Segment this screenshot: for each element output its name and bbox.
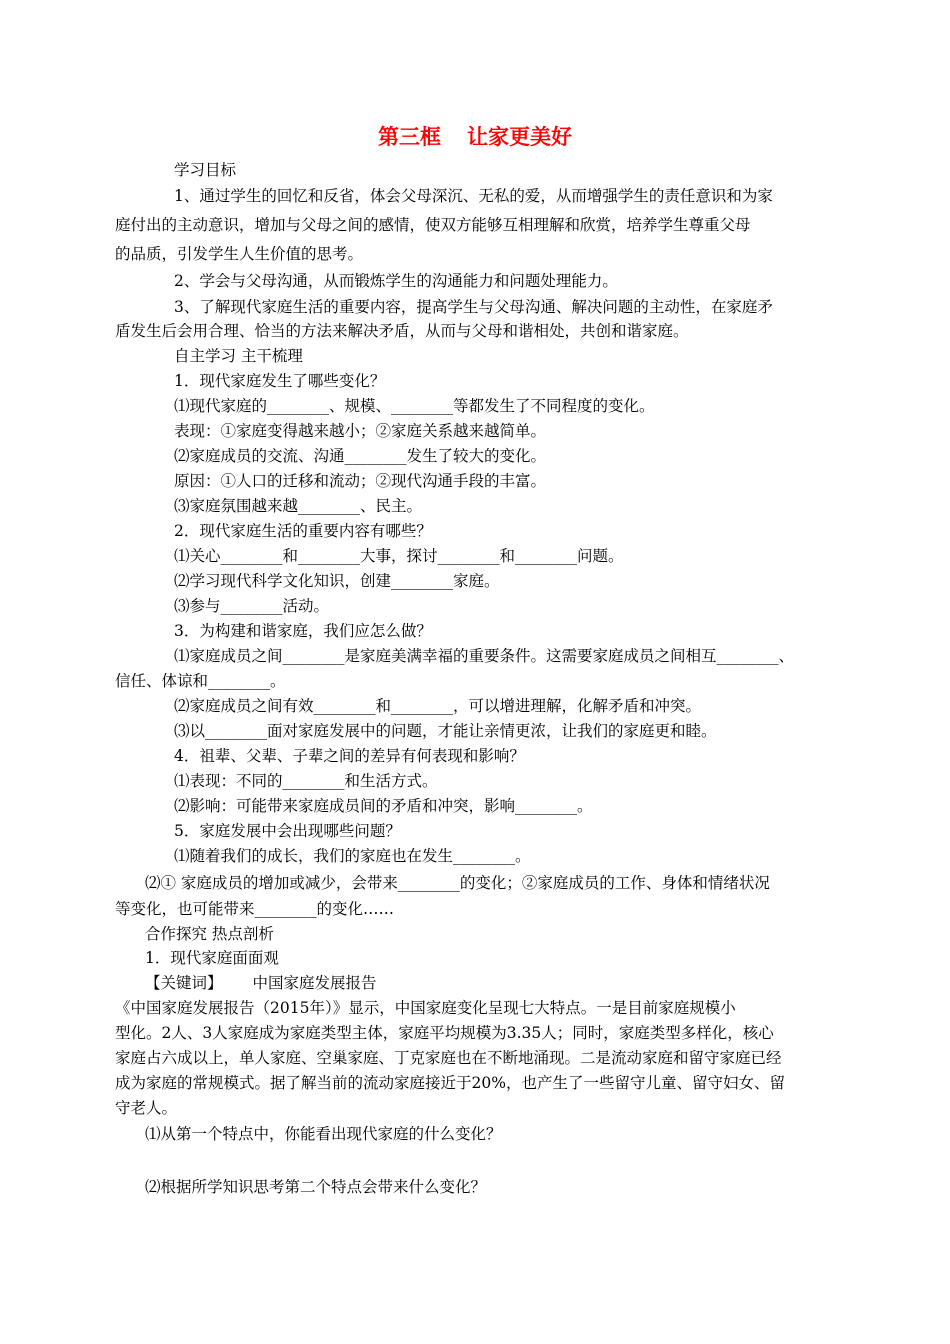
question-5: 5．家庭发展中会出现哪些问题？ [174,822,401,840]
report-paragraph-line-5: 守老人。 [115,1099,178,1117]
q1-manifestation: 表现：①家庭变得越来越小；②家庭关系越来越简单。 [174,422,547,440]
report-paragraph-line-3: 家庭占六成以上，单人家庭、空巢家庭、丁克家庭也在不断地涌现。二是流动家庭和留守家庭已经 [115,1049,782,1067]
analysis-question-1: ⑴从第一个特点中，你能看出现代家庭的什么变化？ [145,1125,502,1143]
q3-item-1-line-1: ⑴家庭成员之间________是家庭美满幸福的重要条件。这需要家庭成员之间相互________、 [174,647,795,665]
objective-1-line-1: 1、通过学生的回忆和反省，体会父母深沉、无私的爱，从而增强学生的责任意识和为家 [174,187,773,205]
page-title [0,124,950,150]
q3-item-2: ⑵家庭成员之间有效________和________，可以增进理解，化解矛盾和冲突。 [174,697,702,715]
q5-item-1: ⑴随着我们的成长，我们的家庭也在发生________。 [174,847,531,865]
question-3: 3．为构建和谐家庭，我们应怎么做？ [174,622,432,640]
q3-item-3: ⑶以________面对家庭发展中的问题，才能让亲情更浓，让我们的家庭更和睦。 [174,722,717,740]
report-paragraph-line-1: 《中国家庭发展报告（2015年）》显示，中国家庭变化呈现七大特点。一是目前家庭规模小 [115,999,736,1017]
q2-item-1: ⑴关心________和________大事，探讨________和________问题。 [174,547,624,565]
keyword-value: 中国家庭发展报告 [252,974,377,992]
report-paragraph-line-2: 型化。2人、3人家庭成为家庭类型主体，家庭平均规模为3.35人；同时，家庭类型多样化，核心 [115,1024,774,1042]
analysis-question-2: ⑵根据所学知识思考第二个特点会带来什么变化？ [145,1178,487,1196]
question-4: 4．祖辈、父辈、子辈之间的差异有何表现和影响？ [174,747,525,765]
objective-2: 2、学会与父母沟通，从而锻炼学生的沟通能力和问题处理能力。 [174,272,618,290]
topic-1-heading: 1．现代家庭面面观 [145,949,279,967]
keyword-label: 【关键词】 [145,974,223,992]
q4-item-2: ⑵影响：可能带来家庭成员间的矛盾和冲突，影响________。 [174,797,593,815]
q2-item-2: ⑵学习现代科学文化知识，创建________家庭。 [174,572,500,590]
section-heading-cooperation: 合作探究 热点剖析 [145,925,274,943]
section-heading-self-study: 自主学习 主干梳理 [174,347,303,365]
objective-3-line-1: 3、了解现代家庭生活的重要内容，提高学生与父母沟通、解决问题的主动性，在家庭矛 [174,298,773,316]
objective-3-line-2: 盾发生后会用合理、恰当的方法来解决矛盾，从而与父母和谐相处，共创和谐家庭。 [115,322,689,340]
question-1: 1．现代家庭发生了哪些变化？ [174,372,386,390]
q1-item-1: ⑴现代家庭的________、规模、________等都发生了不同程度的变化。 [174,397,655,415]
report-paragraph-line-4: 成为家庭的常规模式。据了解当前的流动家庭接近于20%，也产生了一些留守儿童、留守妇女、留 [115,1074,785,1092]
q2-item-3: ⑶参与________活动。 [174,597,330,615]
keyword-line [145,973,377,993]
q1-item-2: ⑵家庭成员的交流、沟通________发生了较大的变化。 [174,447,547,465]
q3-item-1-line-2: 信任、体谅和________。 [115,672,286,690]
title-part-2: 让家更美好 [467,125,572,149]
q5-item-2-line-1: ⑵① 家庭成员的增加或减少，会带来________的变化；②家庭成员的工作、身体和情绪状况 [145,874,770,892]
objective-1-line-3: 的品质，引发学生人生价值的思考。 [115,245,364,263]
section-heading-objectives: 学习目标 [174,161,237,179]
q5-item-2-line-2: 等变化，也可能带来________的变化…… [115,900,395,918]
title-part-1: 第三框 [378,125,441,149]
question-2: 2．现代家庭生活的重要内容有哪些？ [174,522,432,540]
q1-reason: 原因：①人口的迁移和流动；②现代沟通手段的丰富。 [174,472,547,490]
q4-item-1: ⑴表现：不同的________和生活方式。 [174,772,438,790]
q1-item-3: ⑶家庭氛围越来越________、民主。 [174,497,423,515]
objective-1-line-2: 庭付出的主动意识，增加与父母之间的感情，使双方能够互相理解和欣赏，培养学生尊重父母 [115,216,751,234]
